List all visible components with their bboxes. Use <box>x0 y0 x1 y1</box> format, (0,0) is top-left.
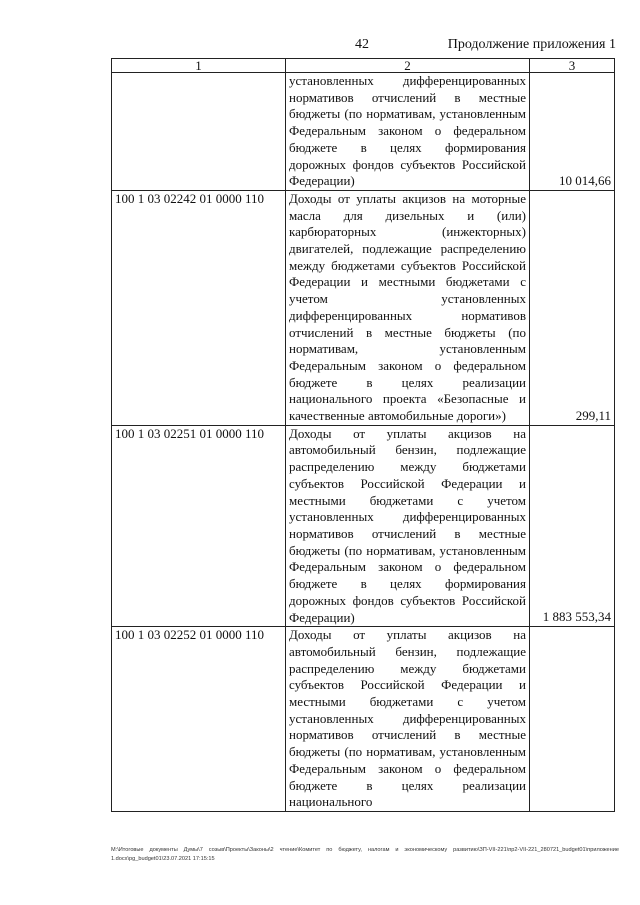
amount-value: 10 014,66 <box>530 73 615 191</box>
classification-code: 100 1 03 02242 01 0000 110 <box>112 190 286 425</box>
amount-value <box>530 627 615 812</box>
column-header-3: 3 <box>530 59 615 73</box>
income-description: Доходы от уплаты акцизов на автомобильный бензин, подлежащие распределению между бюджетами субъектов Российской Федерации и местными бюджетами с учетом установленных дифференцированных нормативов отчислений в местные бюджеты (по нормативам, установленным Федеральным законом о федеральном бюджете в целях формирования дорожных фондов субъектов Российской Федерации) <box>286 425 530 626</box>
income-description: Доходы от уплаты акцизов на автомобильный бензин, подлежащие распределению между бюджетами субъектов Российской Федерации и местными бюджетами с учетом установленных дифференцированных нормативов отчислений в местные бюджеты (по нормативам, установленным Федеральным законом о федеральном бюджете в целях реализации национального <box>286 627 530 812</box>
column-header-2: 2 <box>286 59 530 73</box>
table-row <box>112 73 615 191</box>
income-description: Доходы от уплаты акцизов на моторные масла для дизельных и (или) карбюраторных (инжекторных) двигателей, подлежащие распределению между бюджетами субъектов Российской Федерации и местными бюджетами с учетом установленных дифференцированных нормативов отчислений в местные бюджеты (по нормативам, установленным Федеральным законом о федеральном бюджете в целях реализации национального проекта «Безопасные и качественные автомобильные дороги») <box>286 190 530 425</box>
table-header-row <box>112 59 615 73</box>
table-row <box>112 627 615 812</box>
table-row <box>112 190 615 425</box>
income-description: установленных дифференцированных нормативов отчислений в местные бюджеты (по нормативам, установленным Федеральным законом о федеральном бюджете в целях формирования дорожных фондов субъектов Российской Федерации) <box>286 73 530 191</box>
continuation-label: Продолжение приложения 1 <box>447 37 616 52</box>
page-number: 42 <box>355 37 369 52</box>
column-header-1: 1 <box>112 59 286 73</box>
footer-file-path: М:\Итоговые документы Думы\7 созыв\Проекты\Законы\2 чтение\Комитет по бюджету, налогам и экономическому развитию\ЗП-VII-221\пр2-VII-221_280721_budget01\приложение 1.docx\pg_budget01\23.07.2021 17:15:15 <box>111 847 619 862</box>
amount-value: 1 883 553,34 <box>530 425 615 626</box>
budget-table <box>111 58 615 812</box>
classification-code: 100 1 03 02251 01 0000 110 <box>112 425 286 626</box>
classification-code: 100 1 03 02252 01 0000 110 <box>112 627 286 812</box>
amount-value: 299,11 <box>530 190 615 425</box>
classification-code <box>112 73 286 191</box>
table-row <box>112 425 615 626</box>
